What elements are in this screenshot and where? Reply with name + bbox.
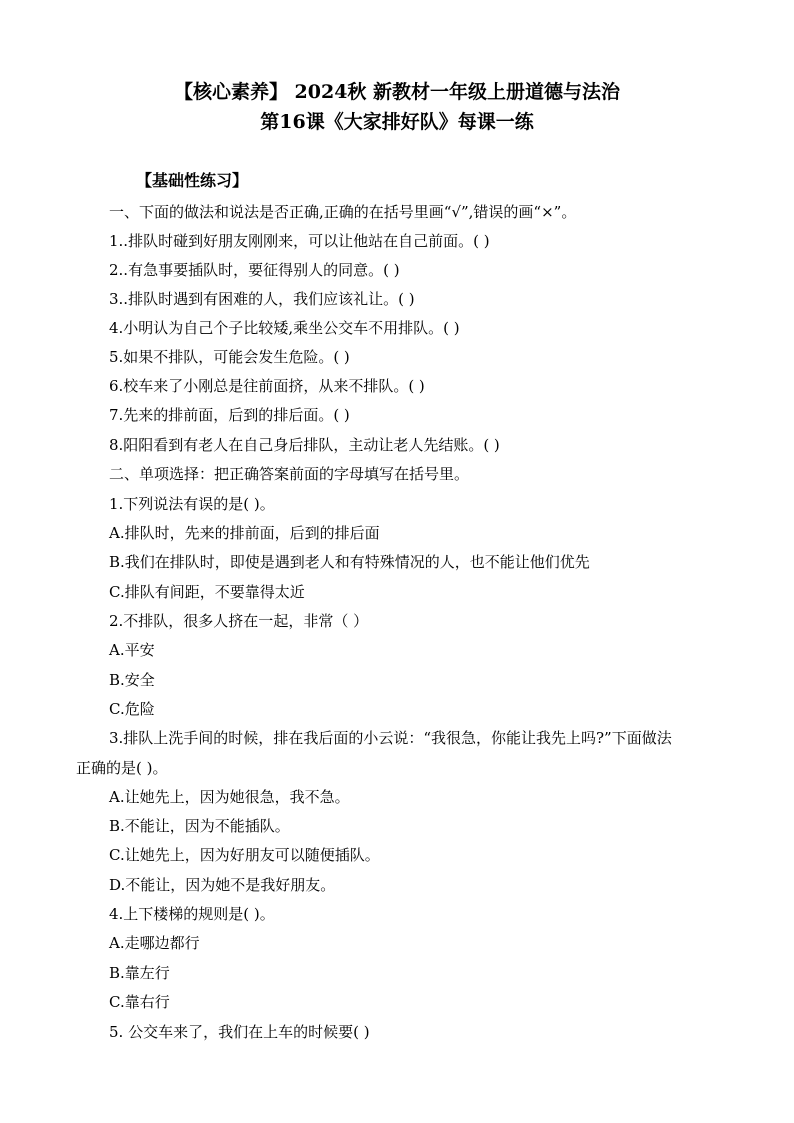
- part1-item-1: 1..排队时碰到好朋友刚刚来，可以让他站在自己前面。( ): [109, 232, 490, 250]
- part2-heading: 二、单项选择：把正确答案前面的字母填写在括号里。: [109, 465, 470, 483]
- part1-item-4: 4.小明认为自己个子比较矮,乘坐公交车不用排队。( ): [109, 319, 460, 337]
- q3-option-a: A.让她先上，因为她很急，我不急。: [109, 788, 350, 806]
- q5-stem: 5. 公交车来了，我们在上车的时候要( ): [109, 1023, 370, 1041]
- q2-stem: 2.不排队，很多人挤在一起，非常（ ）: [109, 612, 369, 630]
- q2-option-b: B.安全: [109, 671, 155, 689]
- part1-item-8: 8.阳阳看到有老人在自己身后排队，主动让老人先结账。( ): [109, 436, 500, 454]
- q3-stem-line-1: 3.排队上洗手间的时候，排在我后面的小云说：“我很急，你能让我先上吗?”下面做法: [109, 729, 672, 747]
- q4-stem: 4.上下楼梯的规则是( )。: [109, 905, 275, 923]
- q3-option-b: B.不能让，因为不能插队。: [109, 817, 290, 835]
- q3-option-c: C.让她先上，因为好朋友可以随便插队。: [109, 846, 380, 864]
- q3-stem-line-2: 正确的是( )。: [76, 759, 168, 777]
- part1-item-2: 2..有急事要插队时，要征得别人的同意。( ): [109, 261, 400, 279]
- q3-option-d: D.不能让，因为她不是我好朋友。: [109, 876, 336, 894]
- q1-option-b: B.我们在排队时，即使是遇到老人和有特殊情况的人，也不能让他们优先: [109, 553, 590, 571]
- title-line-1: 【核心素养】 2024秋 新教材一年级上册道德与法治: [173, 81, 621, 103]
- q1-option-a: A.排队时，先来的排前面，后到的排后面: [109, 524, 380, 542]
- part1-item-7: 7.先来的排前面，后到的排后面。( ): [109, 406, 350, 424]
- q4-option-a: A.走哪边都行: [109, 934, 200, 952]
- title-line-2: 第16课《大家排好队》每课一练: [260, 111, 534, 133]
- part1-item-6: 6.校车来了小刚总是往前面挤，从来不排队。( ): [109, 377, 425, 395]
- q1-stem: 1.下列说法有误的是( )。: [109, 495, 275, 513]
- q4-option-b: B.靠左行: [109, 964, 170, 982]
- q1-option-c: C.排队有间距，不要靠得太近: [109, 583, 305, 601]
- section-label: 【基础性练习】: [136, 171, 249, 190]
- q4-option-c: C.靠右行: [109, 993, 170, 1011]
- q2-option-a: A.平安: [109, 641, 155, 659]
- q2-option-c: C.危险: [109, 700, 155, 718]
- part1-heading: 一、下面的做法和说法是否正确,正确的在括号里画“√”,错误的画“×”。: [109, 203, 577, 221]
- part1-item-5: 5.如果不排队，可能会发生危险。( ): [109, 348, 350, 366]
- part1-item-3: 3..排队时遇到有困难的人，我们应该礼让。( ): [109, 290, 415, 308]
